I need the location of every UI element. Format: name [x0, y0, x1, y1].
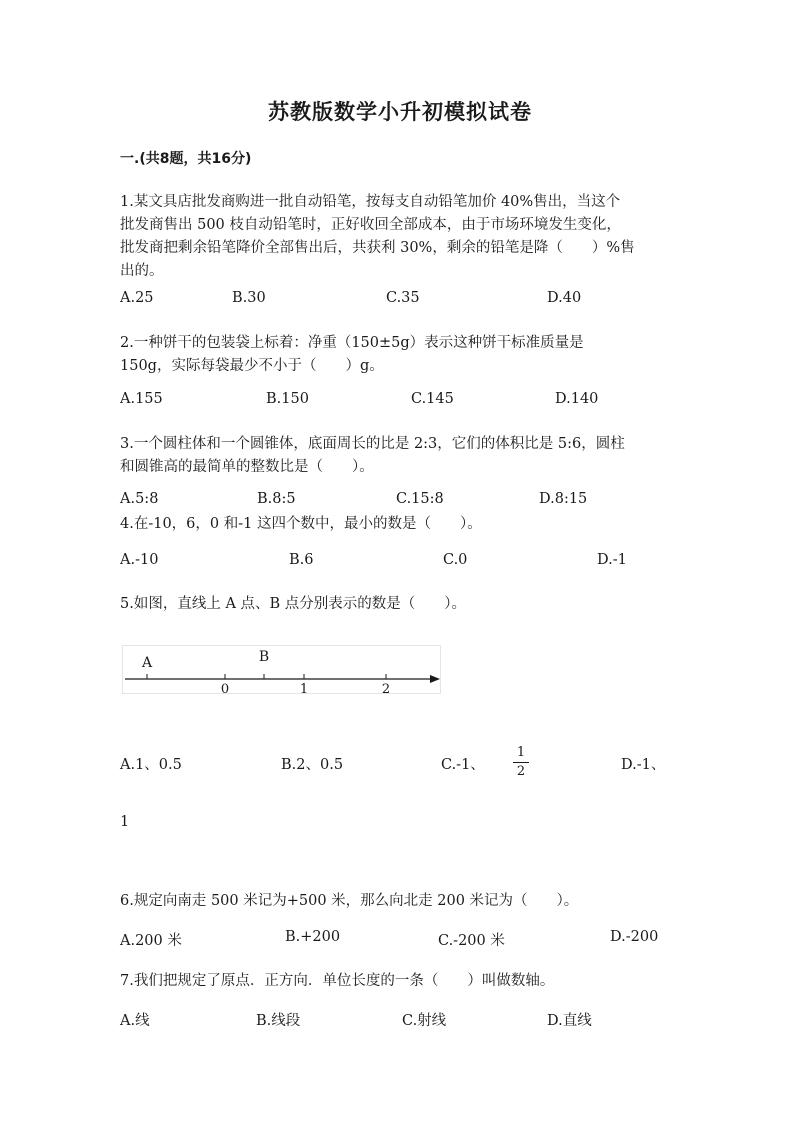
question-4-option-d[interactable]: D.-1 [597, 552, 627, 568]
question-6-option-d[interactable]: D.-200 [610, 929, 659, 945]
question-2-option-a[interactable]: A.155 [120, 391, 163, 407]
question-3-line-1: 3.一个圆柱体和一个圆锥体，底面周长的比是 2:3，它们的体积比是 5:6，圆柱 [120, 436, 625, 452]
fraction-bar [513, 762, 529, 763]
question-4-option-b[interactable]: B.6 [289, 552, 314, 568]
question-1-line-2: 批发商售出 500 枝自动铅笔时，正好收回全部成本，由于市场环境发生变化， [120, 217, 621, 233]
question-6-option-a[interactable]: A.200 米 [120, 933, 182, 949]
fraction-numerator: 1 [516, 745, 526, 760]
number-line-figure [122, 645, 442, 695]
question-5-option-a[interactable]: A.1、0.5 [120, 757, 182, 773]
question-7-option-c[interactable]: C.射线 [402, 1013, 447, 1029]
question-1-line-1: 1.某文具店批发商购进一批自动铅笔，按每支自动铅笔加价 40%售出，当这个 [120, 194, 621, 210]
question-1-option-a[interactable]: A.25 [120, 290, 154, 306]
axis-arrow-icon [430, 675, 440, 683]
point-a-label: A [141, 655, 153, 671]
question-1-line-4: 出的。 [120, 263, 164, 279]
question-7-line-1: 7.我们把规定了原点．正方向．单位长度的一条（ ）叫做数轴。 [120, 973, 555, 989]
question-7-option-b[interactable]: B.线段 [256, 1013, 301, 1029]
question-3-option-b[interactable]: B.8:5 [257, 491, 296, 507]
question-4-option-c[interactable]: C.0 [443, 552, 468, 568]
question-7-option-a[interactable]: A.线 [120, 1013, 150, 1029]
question-5-line-1: 5.如图，直线上 A 点、B 点分别表示的数是（ ）。 [120, 596, 467, 612]
question-5-option-d-continued: 1 [120, 814, 130, 830]
figure-frame [123, 646, 441, 694]
question-1-option-c[interactable]: C.35 [386, 290, 420, 306]
question-3-option-a[interactable]: A.5:8 [120, 491, 159, 507]
question-3-line-2: 和圆锥高的最简单的整数比是（ ）。 [120, 459, 374, 475]
question-5-option-d[interactable]: D.-1、 [621, 757, 666, 773]
question-6-option-b[interactable]: B.+200 [285, 929, 341, 945]
tick-label-2: 2 [381, 682, 391, 695]
page-title: 苏教版数学小升初模拟试卷 [268, 100, 532, 124]
question-3-option-d[interactable]: D.8:15 [539, 491, 588, 507]
question-1-line-3: 批发商把剩余铅笔降价全部售出后，共获利 30%，剩余的铅笔是降（ ）%售 [120, 240, 635, 256]
question-5-option-b[interactable]: B.2、0.5 [281, 757, 344, 773]
question-2-option-d[interactable]: D.140 [555, 391, 599, 407]
question-4-option-a[interactable]: A.-10 [120, 552, 159, 568]
question-1-option-d[interactable]: D.40 [547, 290, 582, 306]
point-b-label: B [258, 649, 270, 665]
question-7-option-d[interactable]: D.直线 [547, 1013, 592, 1029]
section-heading: 一.(共8题，共16分) [120, 151, 252, 167]
question-5-option-c[interactable]: C.-1、 [441, 757, 485, 773]
question-3-option-c[interactable]: C.15:8 [396, 491, 444, 507]
question-2-line-1: 2.一种饼干的包装袋上标着：净重（150±5g）表示这种饼干标准质量是 [120, 335, 584, 351]
question-2-line-2: 150g，实际每袋最少不小于（ ）g。 [120, 358, 384, 374]
question-6-option-c[interactable]: C.-200 米 [438, 933, 505, 949]
fraction-denominator: 2 [516, 764, 526, 779]
question-2-option-c[interactable]: C.145 [411, 391, 454, 407]
option-c-fraction [513, 746, 529, 779]
question-4-line-1: 4.在-10，6，0 和-1 这四个数中，最小的数是（ ）。 [120, 516, 482, 532]
question-6-line-1: 6.规定向南走 500 米记为+500 米，那么向北走 200 米记为（ ）。 [120, 893, 579, 909]
question-2-option-b[interactable]: B.150 [266, 391, 309, 407]
tick-label-1: 1 [299, 682, 309, 695]
tick-label-0: 0 [220, 682, 230, 695]
question-1-option-b[interactable]: B.30 [232, 290, 266, 306]
